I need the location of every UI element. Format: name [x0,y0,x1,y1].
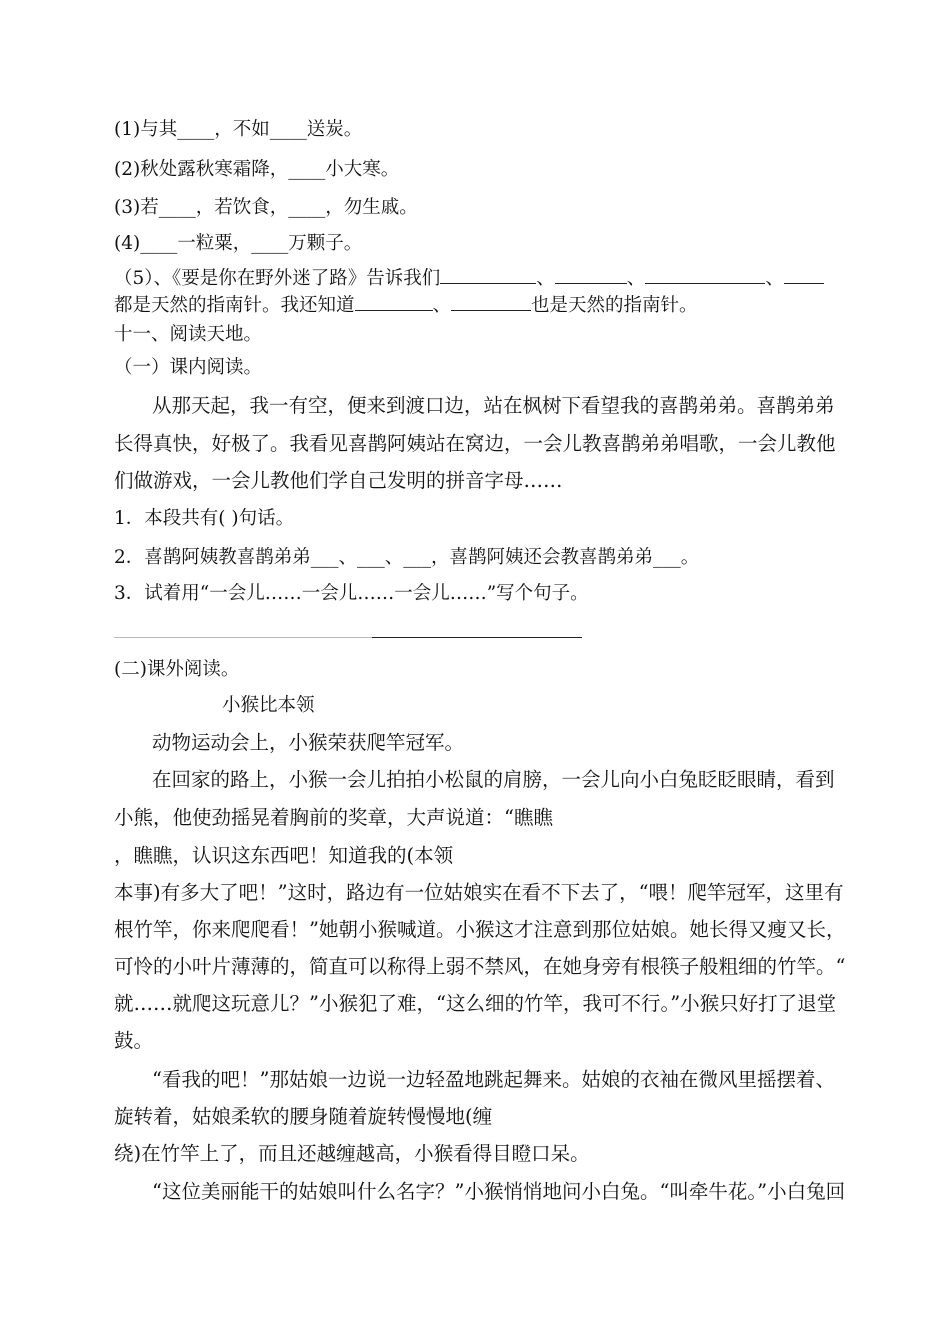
question-5-line-2 [114,292,698,318]
story-line: “这位美丽能干的姑娘叫什么名字？”小猴悄悄地问小白兔。“叫牵牛花。”小白兔回 [152,1180,846,1203]
reading-line-3: 们做游戏，一会儿教他们学自己发明的拼音字母…… [114,469,563,492]
question-3: 3．试着用“一会儿……一会儿……一会儿……”写个句子。 [114,583,589,604]
separator: 、 [626,268,646,289]
blank[interactable]: ____ [140,233,178,254]
story-line: 旋转着，姑娘柔软的腰身随着旋转慢慢地(缠 [114,1105,493,1128]
fill-in-line-2 [114,158,399,182]
text: 小大寒。 [325,159,400,180]
answer-blank[interactable] [645,265,765,284]
fill-in-line-4 [114,232,362,256]
answer-blank[interactable] [555,265,627,284]
text: (1)与其 [114,119,178,140]
text: ，若饮食， [195,197,289,218]
story-line: 绕)在竹竿上了，而且还越缠越高，小猴看得目瞪口呆。 [114,1142,590,1165]
answer-line-light[interactable] [114,637,372,638]
blank[interactable]: ____ [269,119,307,140]
story-line: 鼓。 [114,1029,154,1052]
question-2: 2．喜鹊阿姨教喜鹊弟弟___、___、___，喜鹊阿姨还会教喜鹊弟弟___。 [114,547,700,568]
story-line: ，瞧瞧，认识这东西吧！知道我的(本领 [114,844,454,867]
story-line: 本事)有多大了吧！”这时，路边有一位姑娘实在看不下去了，“喂！爬竿冠军，这里有 [114,881,844,904]
answer-line-dark[interactable] [372,637,582,638]
part1-title: （一）课内阅读。 [114,357,263,378]
question-1: 1．本段共有( )句话。 [114,508,295,529]
story-line: 在回家的路上，小猴一会儿拍拍小松鼠的肩膀，一会儿向小白兔眨眨眼睛，看到 [152,768,835,791]
fill-in-line-3 [114,196,418,220]
story-line: 根竹竿，你来爬爬看！”她朝小猴喊道。小猴这才注意到那位姑娘。她长得又瘦又长， [114,918,846,941]
blank[interactable]: ____ [251,233,289,254]
blank[interactable]: ____ [288,197,326,218]
story-line: “看我的吧！”那姑娘一边说一边轻盈地跳起舞来。姑娘的衣袖在微风里摇摆着、 [152,1068,835,1091]
story-title: 小猴比本领 [222,695,315,716]
part2-title: (二)课外阅读。 [114,659,240,680]
answer-blank[interactable] [784,265,824,284]
story-line: 小熊，他使劲摇晃着胸前的奖章，大声说道：“瞧瞧 [114,806,553,829]
story-line: 可怜的小叶片薄薄的，简直可以称得上弱不禁风，在她身旁有根筷子般粗细的竹竿。“ [114,955,846,978]
blank[interactable]: ____ [288,159,326,180]
reading-line-2: 长得真快，好极了。我看见喜鹊阿姨站在窝边，一会儿教喜鹊弟弟唱歌，一会儿教他 [114,432,836,455]
fill-in-line-1 [114,118,362,142]
blank[interactable]: ____ [158,197,196,218]
story-line: 动物运动会上，小猴荣获爬竿冠军。 [152,731,465,754]
answer-blank[interactable] [440,265,536,284]
text: 一粒粟， [177,233,252,254]
answer-blank[interactable] [355,292,433,311]
answer-blank[interactable] [451,292,531,311]
blank[interactable]: ____ [177,119,215,140]
reading-line-1: 从那天起，我一有空，便来到渡口边，站在枫树下看望我的喜鹊弟弟。喜鹊弟弟 [152,394,835,417]
separator: 、 [536,268,555,289]
text: 也是天然的指南针。 [531,295,698,316]
section-title: 十一、阅读天地。 [114,324,263,345]
text: ，勿生戚。 [325,197,418,218]
text: 都是天然的指南针。我还知道 [114,295,355,316]
text: 送炭。 [306,119,363,140]
text: (3)若 [114,197,159,218]
question-5-line-1 [114,265,824,291]
story-line: 就……就爬这玩意儿？”小猴犯了难，“这么细的竹竿，我可不行。”小猴只好打了退堂 [114,992,837,1015]
text: (4) [114,233,141,254]
text: （5）、《要是你在野外迷了路》告诉我们 [114,268,441,289]
separator: 、 [765,268,784,289]
text: ，不如 [214,119,270,140]
separator: 、 [432,295,452,316]
text: 万颗子。 [288,233,363,254]
text: (2)秋处露秋寒霜降， [114,159,289,180]
